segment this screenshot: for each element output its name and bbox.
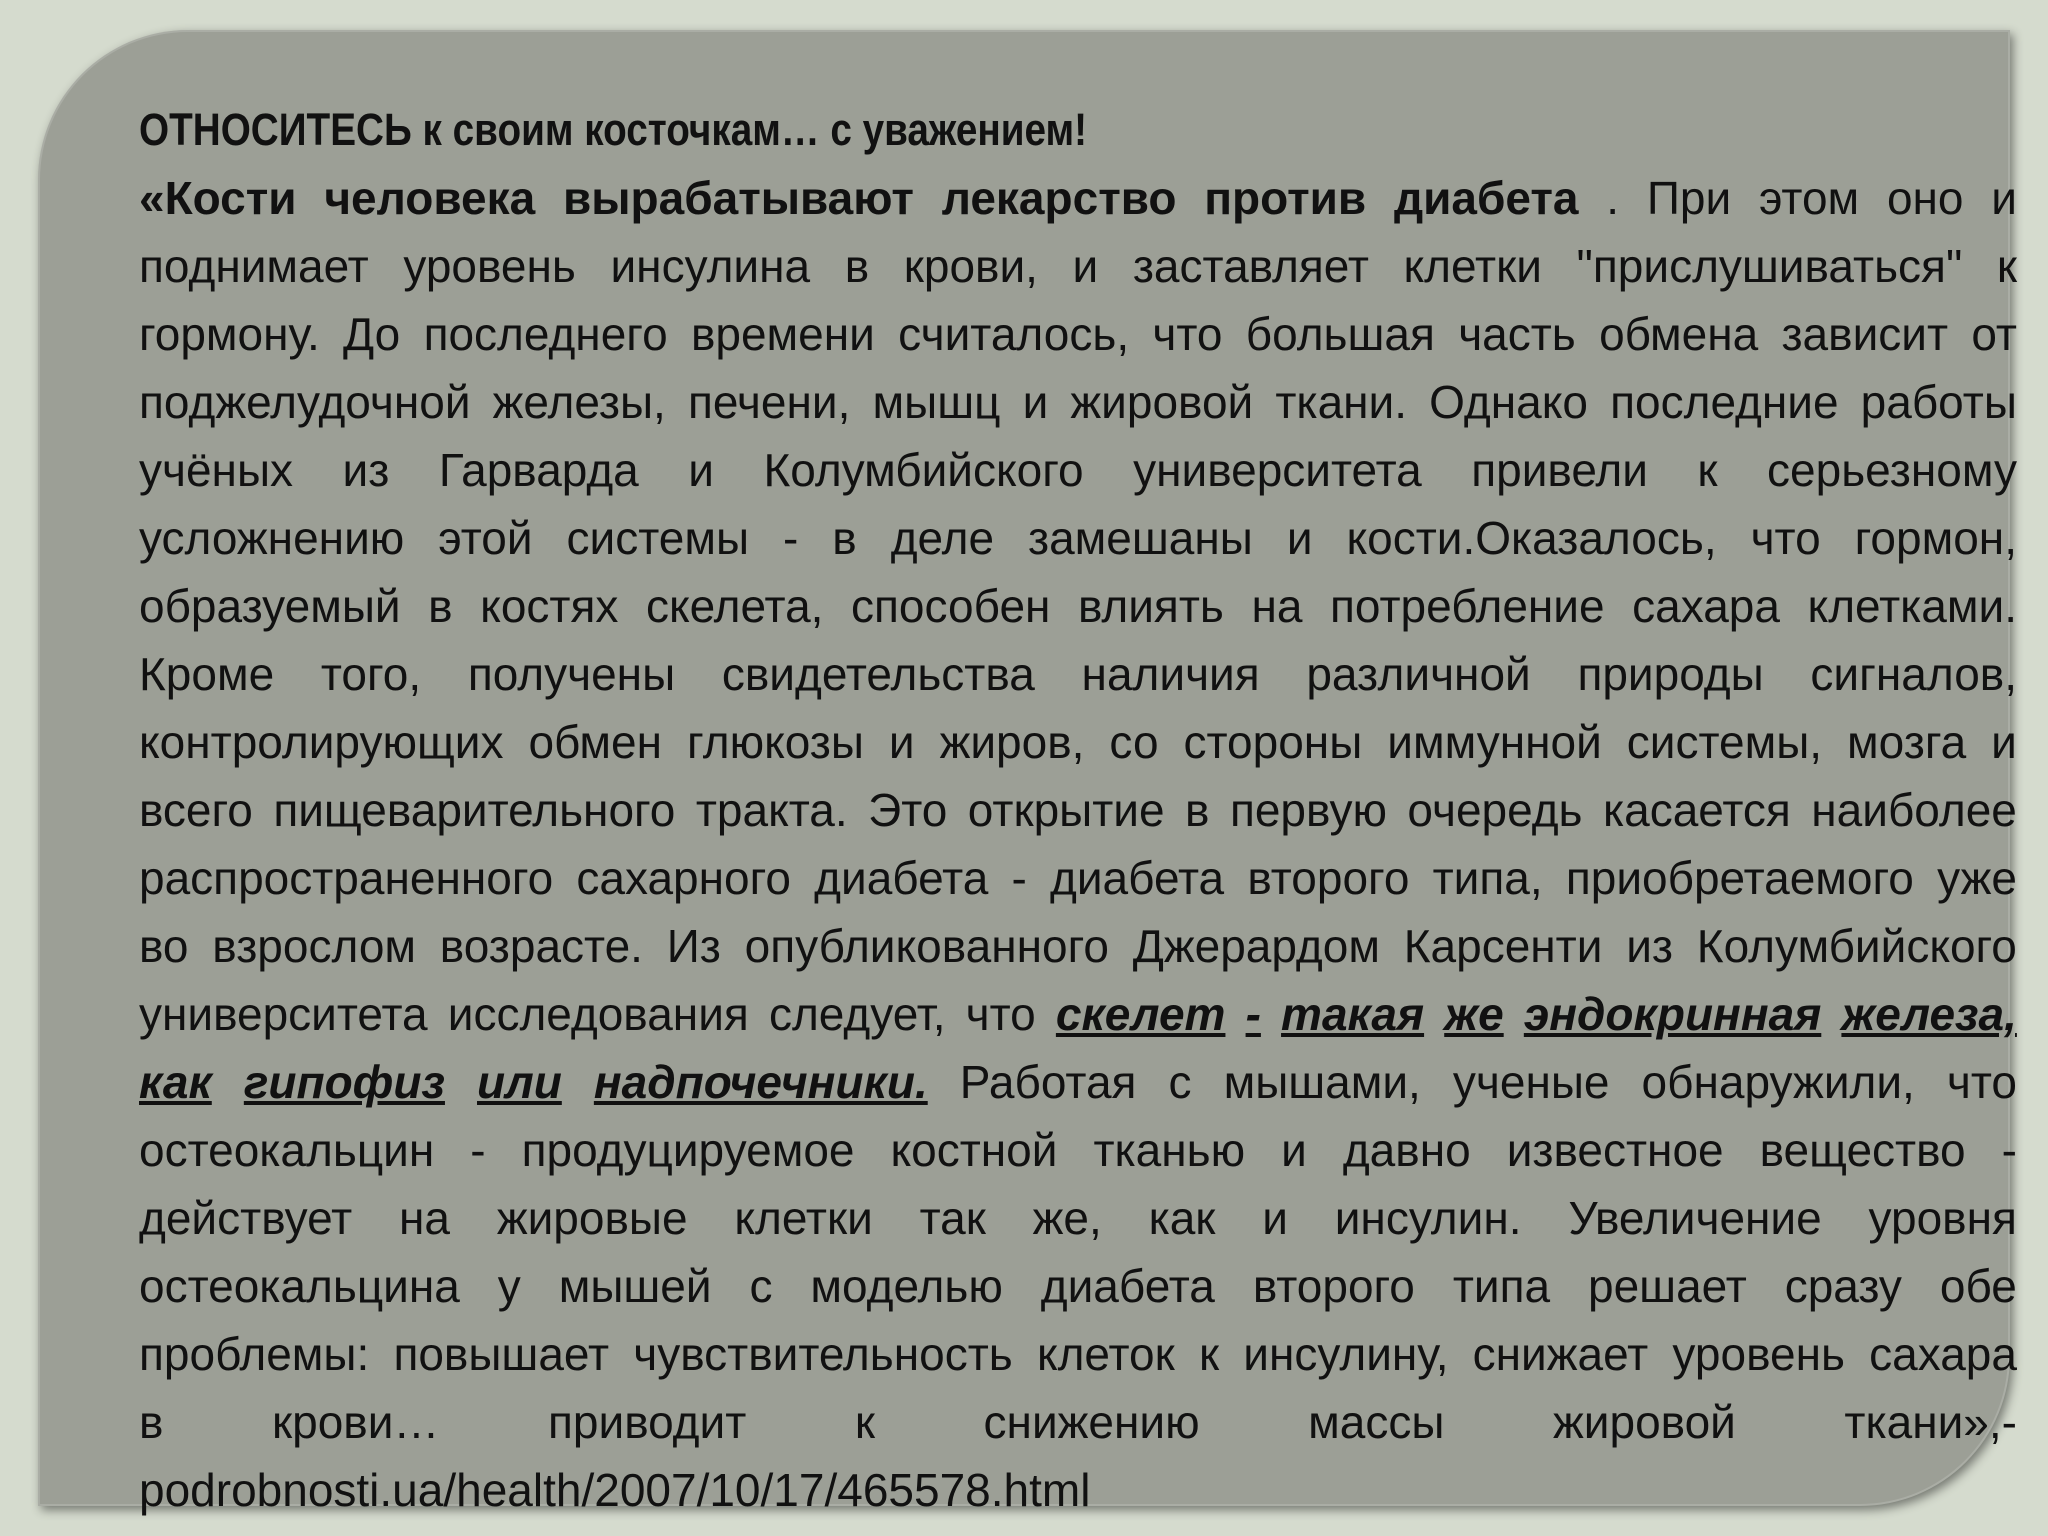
text-word: - <box>1245 988 1261 1040</box>
text-word: и <box>1022 376 1049 428</box>
text-line <box>139 436 2017 504</box>
text-word: диабета <box>1050 852 1225 904</box>
text-word: пищеварительного <box>273 784 676 836</box>
text-word: и <box>688 444 714 496</box>
text-word: надпочечники. <box>593 1056 928 1108</box>
text-word: в <box>844 240 870 292</box>
text-word: костях <box>480 580 619 632</box>
text-word: системы, <box>1626 716 1823 768</box>
text-line <box>139 1116 2017 1184</box>
text-word: продуцируемое <box>521 1124 855 1176</box>
text-word: от <box>1971 308 2017 360</box>
text-word: всего <box>139 784 253 836</box>
text-word: тракта. <box>695 784 848 836</box>
text-word: - <box>470 1124 486 1176</box>
text-word: деле <box>890 512 995 564</box>
text-word: обе <box>1939 1260 2017 1312</box>
text-word: Работая <box>959 1056 1137 1108</box>
text-line <box>139 300 2017 368</box>
text-word: свидетельства <box>721 648 1035 700</box>
text-word: потребление <box>1330 580 1605 632</box>
text-word: клеток <box>1036 1328 1175 1380</box>
text-word: к <box>1198 1328 1220 1380</box>
text-word: стороны <box>1183 716 1363 768</box>
text-word: этой <box>438 512 533 564</box>
text-word: решает <box>1588 1260 1747 1312</box>
text-word: большая <box>1245 308 1435 360</box>
text-word: против <box>1204 172 1367 224</box>
text-word: давно <box>1342 1124 1471 1176</box>
text-word: и <box>1991 172 2017 224</box>
text-word: и <box>1072 240 1099 292</box>
text-word: печени, <box>687 376 851 428</box>
text-word: часть <box>1458 308 1576 360</box>
text-word: как <box>139 1056 212 1108</box>
text-word: ткани»,- <box>1844 1396 2017 1448</box>
text-word: к <box>1996 240 2017 292</box>
text-word: учёных <box>139 444 294 496</box>
text-word: следует, <box>768 988 946 1040</box>
text-word: моделью <box>810 1260 1003 1312</box>
text-line <box>139 980 2017 1048</box>
text-word: так <box>919 1192 986 1244</box>
text-word: на <box>399 1192 451 1244</box>
text-word: вырабатывают <box>562 172 914 224</box>
text-word: мозга <box>1847 716 1967 768</box>
text-word: инсулина <box>610 240 811 292</box>
text-word: человека <box>324 172 536 224</box>
text-word: уровень <box>403 240 576 292</box>
text-line <box>139 572 2017 640</box>
text-word: тканью <box>1093 1124 1246 1176</box>
text-word: сахара <box>1869 1328 2017 1380</box>
text-word: того, <box>320 648 422 700</box>
text-word: работы <box>1860 376 2017 428</box>
text-word: поднимает <box>139 240 369 292</box>
text-line <box>139 164 2017 232</box>
text-word: на <box>1251 580 1303 632</box>
text-word: "прислушиваться" <box>1576 240 1963 292</box>
text-word: остеокальцина <box>139 1260 460 1312</box>
text-word: инсулин. <box>1334 1192 1522 1244</box>
text-word: крови… <box>272 1396 440 1448</box>
text-word: в <box>1185 784 1210 836</box>
text-line <box>139 1048 2017 1116</box>
text-word: гормону. <box>139 308 320 360</box>
text-word: же, <box>1032 1192 1102 1244</box>
text-word: ткани. <box>1275 376 1408 428</box>
text-word: жировые <box>496 1192 688 1244</box>
text-word: что <box>1152 308 1223 360</box>
text-word: . <box>1606 172 1620 224</box>
text-word: До <box>343 308 401 360</box>
text-line <box>139 504 2017 572</box>
text-word: Это <box>868 784 948 836</box>
article-body <box>139 164 2017 1456</box>
text-word: различной <box>1306 648 1531 700</box>
text-word: из <box>1626 920 1674 972</box>
text-word: Колумбийского <box>1696 920 2017 972</box>
text-word: серьезному <box>1767 444 2017 496</box>
text-word: к <box>1697 444 1718 496</box>
text-word: чувствительность <box>633 1328 1013 1380</box>
text-word: способен <box>851 580 1051 632</box>
text-word: сахара <box>1632 580 1780 632</box>
text-word: клетки <box>1403 240 1542 292</box>
text-word: университета <box>1133 444 1422 496</box>
text-word: обмен <box>528 716 662 768</box>
text-word: повышает <box>393 1328 610 1380</box>
text-word: железа, <box>1841 988 2017 1040</box>
text-word: контролирующих <box>139 716 504 768</box>
text-word: типа, <box>1432 852 1543 904</box>
text-word: возрасте. <box>439 920 643 972</box>
text-word: наиболее <box>1811 784 2017 836</box>
text-word: уровень <box>1672 1328 1845 1380</box>
text-word: диабета <box>1040 1260 1215 1312</box>
article-text <box>139 96 2017 1524</box>
text-word: системы <box>566 512 750 564</box>
text-word: железы, <box>492 376 666 428</box>
text-word: и <box>1991 716 2017 768</box>
text-word: крови, <box>903 240 1038 292</box>
text-word: гипофиз <box>243 1056 445 1108</box>
text-word: замешаны <box>1028 512 1253 564</box>
text-word: наличия <box>1081 648 1260 700</box>
text-word: что <box>1946 1056 2017 1108</box>
text-word: сахарного <box>576 852 791 904</box>
text-word: снижает <box>1472 1328 1649 1380</box>
text-word: гормон, <box>1854 512 2017 564</box>
text-word: считалось, <box>898 308 1130 360</box>
text-line <box>139 1388 2017 1456</box>
text-line <box>139 232 2017 300</box>
text-word: что <box>1750 512 1821 564</box>
text-word: привели <box>1471 444 1648 496</box>
text-word: с <box>1168 1056 1192 1108</box>
text-word: приводит <box>548 1396 747 1448</box>
text-word: ученые <box>1452 1056 1610 1108</box>
text-word: эндокринная <box>1523 988 1822 1040</box>
text-word: в <box>139 1396 164 1448</box>
text-word: как <box>1148 1192 1216 1244</box>
text-word: скелета, <box>645 580 824 632</box>
text-word: Карсенти <box>1403 920 1603 972</box>
text-word: типа <box>1452 1260 1551 1312</box>
text-line <box>139 1320 2017 1388</box>
text-word: с <box>749 1260 773 1312</box>
text-word: инсулину, <box>1243 1328 1449 1380</box>
text-word: этом <box>1758 172 1860 224</box>
text-word: Однако <box>1429 376 1588 428</box>
text-word: диабета <box>1393 172 1579 224</box>
text-word: костной <box>890 1124 1058 1176</box>
text-word: влиять <box>1078 580 1224 632</box>
text-word: или <box>477 1056 562 1108</box>
source-link[interactable]: podrobnosti.ua/health/2007/10/17/465578.html <box>139 1464 1091 1516</box>
text-line <box>139 368 2017 436</box>
text-word: иммунной <box>1387 716 1602 768</box>
text-word: мышами, <box>1223 1056 1421 1108</box>
text-word: - <box>2001 1124 2017 1176</box>
text-line <box>139 912 2017 980</box>
text-word: образуемый <box>139 580 401 632</box>
text-word: взрослом <box>212 920 417 972</box>
text-word: остеокальцин <box>139 1124 435 1176</box>
text-word: жировой <box>1553 1396 1736 1448</box>
text-word: природы <box>1577 648 1764 700</box>
text-line <box>139 640 2017 708</box>
text-word: лекарство <box>941 172 1177 224</box>
text-word: Колумбийского <box>763 444 1084 496</box>
text-word: касается <box>1602 784 1791 836</box>
text-word: вещество <box>1759 1124 1966 1176</box>
text-word: и <box>1286 512 1313 564</box>
text-word: обнаружили, <box>1641 1056 1915 1108</box>
article-title: ОТНОСИТЕСЬ к своим косточкам… с уважением! <box>139 104 1088 155</box>
text-word: кости.Оказалось, <box>1346 512 1717 564</box>
text-word: поджелудочной <box>139 376 471 428</box>
text-line <box>139 844 2017 912</box>
text-word: Увеличение <box>1568 1192 1822 1244</box>
text-line <box>139 1184 2017 1252</box>
text-word: уровня <box>1868 1192 2017 1244</box>
text-word: во <box>139 920 189 972</box>
text-word: в <box>832 512 857 564</box>
content-panel <box>38 30 2017 1516</box>
text-word: университета <box>139 988 428 1040</box>
text-word: что <box>965 988 1036 1040</box>
text-word: зависит <box>1781 308 1949 360</box>
text-line <box>139 776 2017 844</box>
text-word: мышц <box>872 376 1001 428</box>
text-word: сразу <box>1784 1260 1902 1312</box>
text-word: Джерардом <box>1132 920 1380 972</box>
text-word: массы <box>1308 1396 1445 1448</box>
text-word: Из <box>666 920 721 972</box>
text-word: второго <box>1247 852 1410 904</box>
text-word: сигналов, <box>1810 648 2017 700</box>
text-word: снижению <box>983 1396 1200 1448</box>
text-word: такая <box>1281 988 1425 1040</box>
text-word: приобретаемого <box>1565 852 1914 904</box>
text-word: и <box>888 716 915 768</box>
text-word: действует <box>139 1192 353 1244</box>
text-word: из <box>342 444 390 496</box>
text-word: усложнению <box>139 512 405 564</box>
text-word: клетки <box>734 1192 873 1244</box>
text-word: «Кости <box>139 172 297 224</box>
text-word: - <box>1011 852 1027 904</box>
text-word: заставляет <box>1132 240 1369 292</box>
text-word: получены <box>467 648 676 700</box>
text-word: глюкозы <box>686 716 864 768</box>
text-word: к <box>854 1396 875 1448</box>
text-word: Кроме <box>139 648 275 700</box>
text-word: мышей <box>558 1260 712 1312</box>
text-word: и <box>1281 1124 1307 1176</box>
text-word: времени <box>690 308 875 360</box>
text-word: уже <box>1937 852 2017 904</box>
text-word: оно <box>1886 172 1964 224</box>
text-word: у <box>497 1260 521 1312</box>
text-line <box>139 708 2017 776</box>
text-word: жиров, <box>939 716 1085 768</box>
text-word: жировой <box>1070 376 1254 428</box>
text-word: первую <box>1229 784 1387 836</box>
text-word: клетками. <box>1807 580 2017 632</box>
text-word: последние <box>1610 376 1839 428</box>
text-word: исследования <box>447 988 749 1040</box>
text-line <box>139 1252 2017 1320</box>
text-word: в <box>428 580 453 632</box>
text-word: открытие <box>967 784 1165 836</box>
text-word: При <box>1646 172 1732 224</box>
text-word: диабета <box>814 852 989 904</box>
text-word: обмена <box>1599 308 1759 360</box>
text-word: же <box>1444 988 1504 1040</box>
text-word: распространенного <box>139 852 554 904</box>
text-word: очередь <box>1407 784 1583 836</box>
text-word: скелет <box>1055 988 1226 1040</box>
text-word: - <box>783 512 799 564</box>
text-word: второго <box>1252 1260 1415 1312</box>
text-word: опубликованного <box>744 920 1109 972</box>
text-word: со <box>1109 716 1159 768</box>
text-word: Гарварда <box>438 444 639 496</box>
text-word: известное <box>1506 1124 1724 1176</box>
text-word: и <box>1262 1192 1288 1244</box>
text-word: проблемы: <box>139 1328 370 1380</box>
text-word: последнего <box>423 308 668 360</box>
